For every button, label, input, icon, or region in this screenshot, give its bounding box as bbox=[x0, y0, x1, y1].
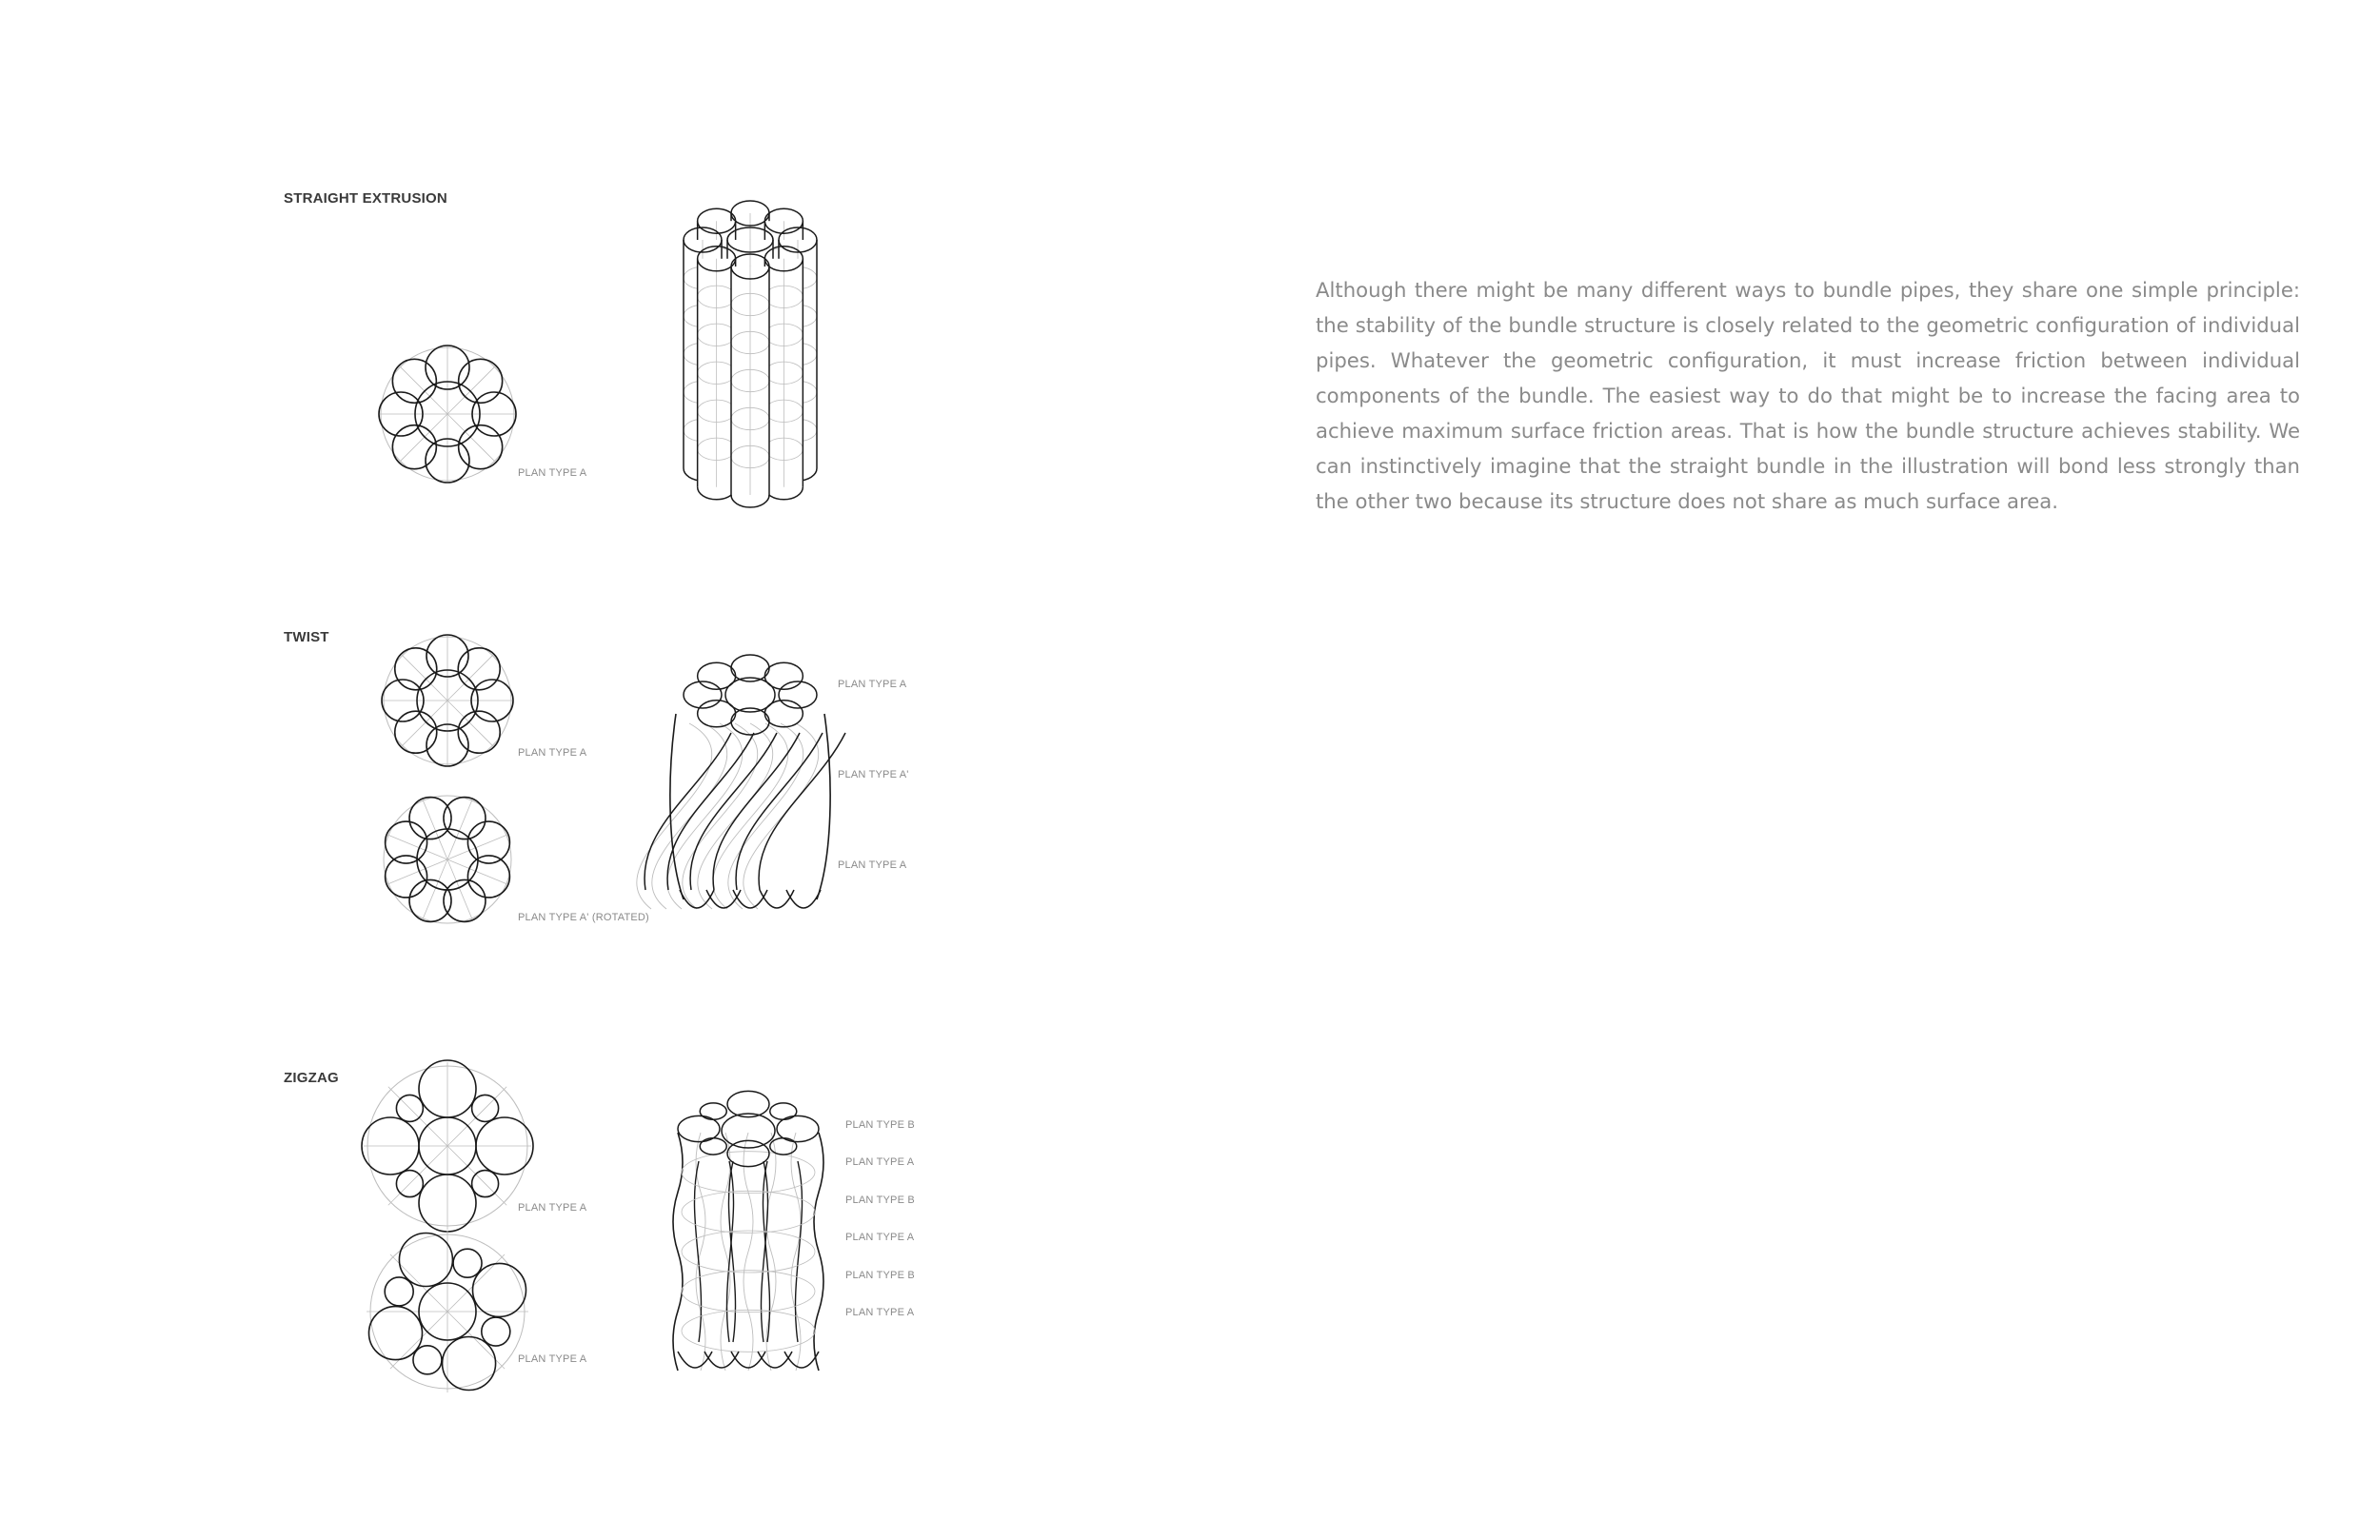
pipe-bottom bbox=[786, 890, 821, 908]
large-pipe bbox=[443, 1337, 496, 1391]
large-pipe bbox=[473, 1263, 526, 1316]
pipe-edge bbox=[694, 1161, 701, 1342]
pipe-bottom bbox=[758, 1352, 792, 1368]
section-title-zigzag: ZIGZAG bbox=[284, 1070, 339, 1086]
description-paragraph: Although there might be many different ways to bundle pipes, they share one simple principle: the stability of the bundle structure is closely related to the geometric configuration of individual pipes. Whatever the geometric configuration, it must increase friction between individual components of the bundle. The easiest way to do that might be to increase the facing area to achieve maximum surface friction areas. That is how the bundle structure achieves stability. We can instinctively imagine that the straight bundle in the illustration will bond less strongly than the other two because its structure does not share as much surface area. bbox=[1316, 278, 2300, 513]
guide-line bbox=[447, 365, 496, 414]
pipe-bottom bbox=[784, 1352, 819, 1368]
pipe-bottom bbox=[731, 495, 769, 507]
large-pipe bbox=[368, 1307, 422, 1360]
plan-diagram-zigzag-b bbox=[367, 1231, 528, 1392]
guide-line bbox=[447, 654, 494, 701]
guide-line bbox=[401, 701, 447, 747]
guide-section bbox=[682, 1310, 815, 1352]
pipe-bottom bbox=[698, 487, 736, 500]
pipe-bottom bbox=[680, 890, 714, 908]
axon-diagram-twist bbox=[637, 655, 845, 909]
plan-label: PLAN TYPE A bbox=[518, 1202, 587, 1214]
axon-level-label: PLAN TYPE B bbox=[845, 1119, 915, 1131]
pipe-bottom bbox=[764, 487, 803, 500]
pipe-top bbox=[722, 1114, 775, 1148]
pipe-bottom bbox=[678, 1352, 712, 1368]
guide-line bbox=[399, 414, 447, 463]
zigzag-column bbox=[814, 1133, 823, 1371]
large-pipe bbox=[399, 1233, 452, 1286]
plan-label: PLAN TYPE A bbox=[518, 747, 587, 759]
axon-level-label: PLAN TYPE B bbox=[845, 1194, 915, 1206]
section-title-straight-extrusion: STRAIGHT EXTRUSION bbox=[284, 190, 447, 207]
small-pipe bbox=[482, 1317, 510, 1346]
axon-level-label: PLAN TYPE A bbox=[838, 859, 907, 871]
axon-diagram-zigzag bbox=[673, 1091, 823, 1371]
plan-diagram-twist-a bbox=[382, 635, 513, 766]
small-pipe bbox=[385, 1277, 413, 1306]
pipe-top bbox=[700, 1138, 726, 1155]
zigzag-column bbox=[744, 1133, 753, 1371]
axon-level-label: PLAN TYPE A bbox=[845, 1307, 915, 1318]
axon-level-label: PLAN TYPE A bbox=[845, 1232, 915, 1243]
small-pipe bbox=[413, 1346, 442, 1374]
plan-label: PLAN TYPE A bbox=[518, 467, 587, 479]
plan-label: PLAN TYPE A' (ROTATED) bbox=[518, 912, 649, 923]
guide-line bbox=[447, 414, 496, 463]
twist-edge bbox=[736, 733, 823, 890]
twist-guide bbox=[637, 723, 712, 909]
axon-diagram-straight bbox=[684, 201, 817, 507]
axon-level-label: PLAN TYPE A bbox=[845, 1156, 915, 1168]
section-title-twist: TWIST bbox=[284, 629, 329, 645]
zigzag-column bbox=[673, 1133, 683, 1371]
guide-section bbox=[682, 1152, 815, 1194]
axon-level-label: PLAN TYPE B bbox=[845, 1270, 915, 1281]
pipe-edge bbox=[795, 1161, 802, 1342]
axon-level-label: PLAN TYPE A bbox=[838, 679, 907, 690]
guide-section bbox=[682, 1271, 815, 1313]
silhouette bbox=[817, 714, 830, 899]
pipe-top bbox=[700, 1103, 726, 1119]
pipe-bottom bbox=[760, 890, 794, 908]
guide-section bbox=[682, 1191, 815, 1233]
pipe-top bbox=[770, 1103, 797, 1119]
twist-guide bbox=[744, 723, 819, 909]
axon-level-label: PLAN TYPE A' bbox=[838, 769, 909, 780]
guide-line bbox=[399, 365, 447, 414]
plan-label: PLAN TYPE A bbox=[518, 1353, 587, 1365]
guide-line bbox=[447, 701, 494, 747]
plan-diagram-zigzag-a bbox=[362, 1060, 533, 1232]
small-pipe bbox=[453, 1249, 482, 1277]
guide-line bbox=[401, 654, 447, 701]
plan-diagram-twist-rotated bbox=[384, 796, 511, 923]
pipe-bottom bbox=[731, 1352, 765, 1368]
twist-guide bbox=[713, 723, 788, 909]
plan-diagram-straight bbox=[379, 346, 516, 483]
